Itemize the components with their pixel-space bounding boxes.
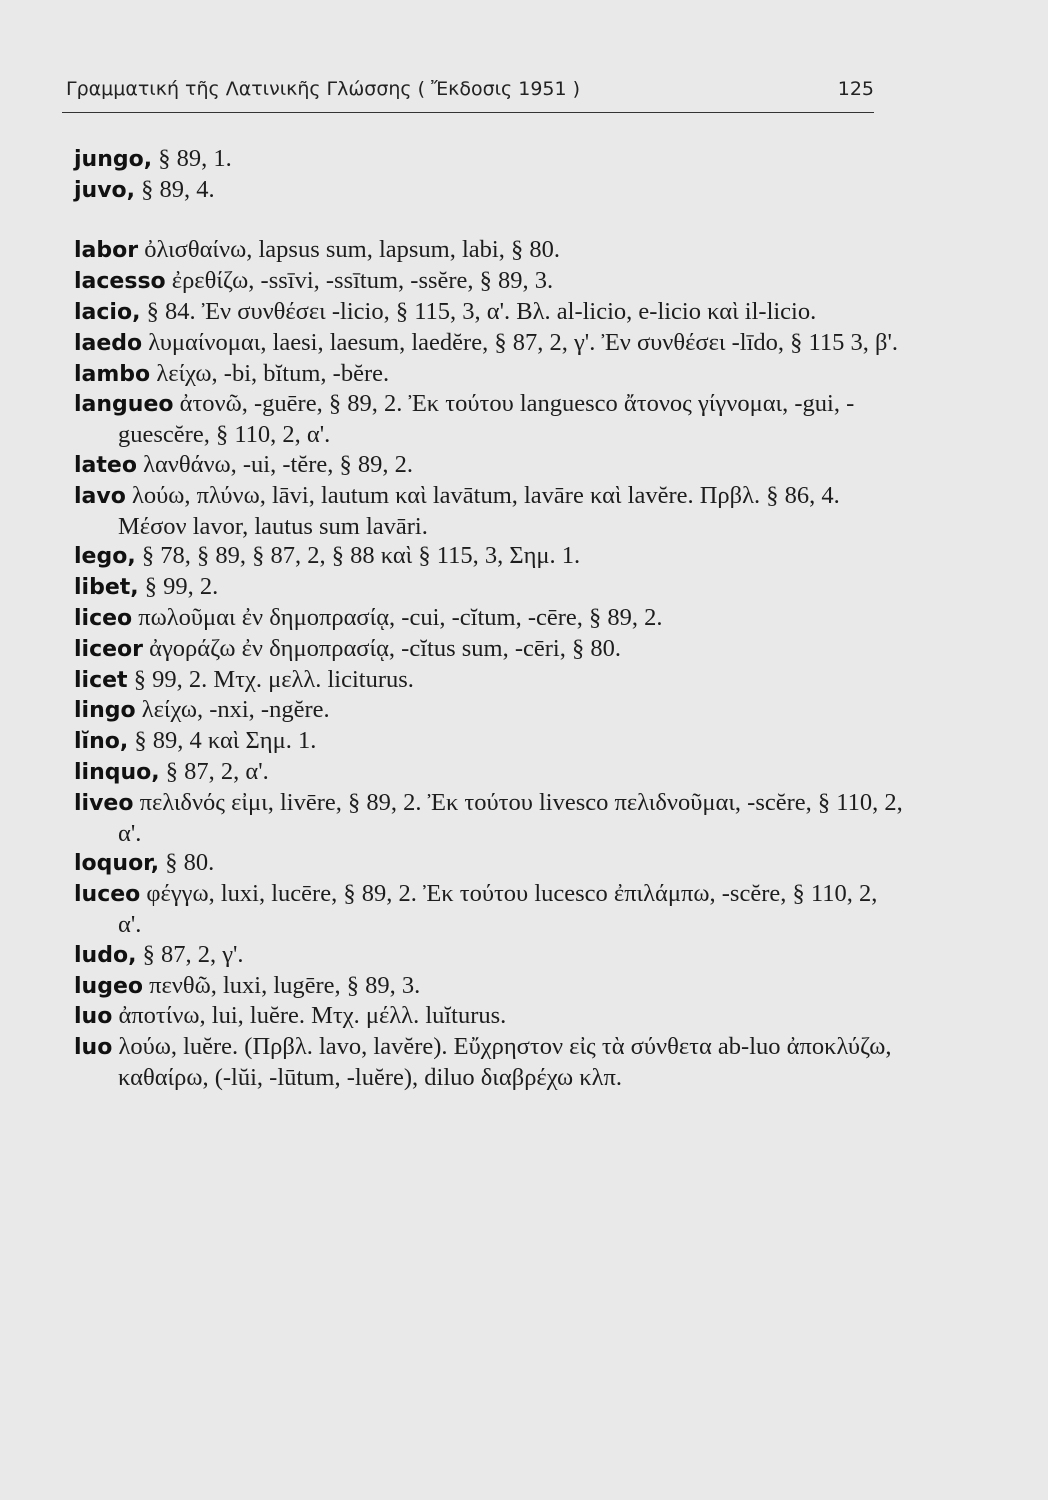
entry-text: § 89, 1. xyxy=(158,145,232,172)
entry xyxy=(74,1001,906,1032)
entry-text: φέγγω, luxi, lucēre, § 89, 2. Ἐκ τούτου lucesco ἐπιλάμπω, -scĕre, § 110, 2, α'. xyxy=(118,880,878,938)
entry xyxy=(74,695,906,726)
entry-text: § 99, 2. xyxy=(144,573,219,601)
headword: jungo, xyxy=(74,147,153,172)
headword: loquor, xyxy=(74,851,160,877)
headword: ludo, xyxy=(74,942,137,968)
headword: luceo xyxy=(74,882,141,908)
headword: juvo, xyxy=(74,177,136,203)
headword: lĭno, xyxy=(74,729,129,755)
entry xyxy=(74,572,906,603)
entry xyxy=(74,541,906,572)
entry-text: ἐρεθίζω, -ssīvi, -ssītum, -ssĕre, § 89, 3. xyxy=(171,267,554,295)
headword: luo xyxy=(74,1035,113,1061)
entry xyxy=(74,389,906,450)
entry-text: § 89, 4. xyxy=(141,175,215,203)
entry xyxy=(74,266,906,297)
entry xyxy=(74,481,906,542)
entry-text: ἀγοράζω ἐν δημοπρασίᾳ, -cĭtus sum, -cēri, § 80. xyxy=(149,634,621,662)
headword: liveo xyxy=(74,790,134,816)
entry-text: ὀλισθαίνω, lapsus sum, lapsum, labi, § 80. xyxy=(144,236,560,264)
headword: liceor xyxy=(74,636,144,662)
entry xyxy=(74,297,906,328)
entry-text: λείχω, -bi, bĭtum, -bĕre. xyxy=(156,359,390,387)
entry xyxy=(74,940,906,971)
entry xyxy=(74,144,906,175)
headword: luo xyxy=(74,1004,113,1030)
header-title: Γραμματική τῆς Λατινικῆς Γλώσσης ( Ἔκδοσις 1951 ) xyxy=(66,78,581,100)
entry xyxy=(74,603,906,634)
headword: laedo xyxy=(74,330,143,356)
entry xyxy=(74,971,906,1002)
page-number: 125 xyxy=(837,78,874,100)
entry-text: ἀποτίνω, lui, luĕre. Μτχ. μέλλ. luĭturus. xyxy=(118,1002,507,1030)
entry-text: λούω, πλύνω, lāvi, lautum καὶ lavātum, lavāre καὶ lavĕre. Πρβλ. § 86, 4. Μέσον lavor, lautus sum lavāri. xyxy=(118,481,840,540)
entry-list xyxy=(74,144,906,1093)
running-header xyxy=(62,72,874,113)
headword: linquo, xyxy=(74,759,160,785)
entry-text: λούω, luĕre. (Πρβλ. lavo, lavĕre). Εὔχρηστον εἰς τὰ σύνθετα ab-luo ἀποκλύζω, καθαίρω, (-lŭi, -lūtum, -luĕre), diluo διαβρέχω κλπ. xyxy=(118,1033,892,1091)
entry-text: πενθῶ, luxi, lugēre, § 89, 3. xyxy=(149,971,421,999)
entry xyxy=(74,788,906,849)
entry-text: § 87, 2, γ'. xyxy=(142,940,244,968)
entry xyxy=(74,328,906,359)
headword: lambo xyxy=(74,361,151,387)
entry-text: § 80. xyxy=(165,849,215,877)
entry-text: § 89, 4 καὶ Σημ. 1. xyxy=(134,727,317,755)
entry xyxy=(74,235,906,266)
entry-text: πωλοῦμαι ἐν δημοπρασίᾳ, -cui, -cĭtum, -cēre, § 89, 2. xyxy=(138,603,663,631)
headword: lacesso xyxy=(74,269,166,295)
entry-text: λείχω, -nxi, -ngĕre. xyxy=(141,696,330,724)
headword: langueo xyxy=(74,392,174,418)
entry-text: ἀτονῶ, -guēre, § 89, 2. Ἐκ τούτου languesco ἄτονος γίγνομαι, -gui, -guescĕre, § 110, 2, α'. xyxy=(118,390,855,449)
entry xyxy=(74,665,906,696)
entry-text: λανθάνω, -ui, -tĕre, § 89, 2. xyxy=(143,450,413,478)
entry xyxy=(74,359,906,390)
entry xyxy=(74,757,906,788)
headword: liceo xyxy=(74,605,133,631)
entry-text: § 78, § 89, § 87, 2, § 88 καὶ § 115, 3, Σημ. 1. xyxy=(141,542,581,570)
entry xyxy=(74,175,906,206)
entry xyxy=(74,848,906,879)
headword: lateo xyxy=(74,452,137,478)
entry xyxy=(74,879,906,940)
headword: libet, xyxy=(74,575,139,601)
headword: labor xyxy=(74,238,139,264)
headword: lego, xyxy=(74,544,136,570)
headword: lingo xyxy=(74,698,136,724)
entry-text: πελιδνός εἰμι, livēre, § 89, 2. Ἐκ τούτου livesco πελιδνοῦμαι, -scĕre, § 110, 2, α'. xyxy=(118,788,903,847)
entry-text: § 87, 2, α'. xyxy=(165,757,269,785)
entry xyxy=(74,726,906,757)
headword: licet xyxy=(74,667,128,693)
entry xyxy=(74,450,906,481)
entry xyxy=(74,634,906,665)
headword: lacio, xyxy=(74,299,141,325)
headword: lugeo xyxy=(74,973,143,999)
entry-text: § 99, 2. Μτχ. μελλ. liciturus. xyxy=(133,665,414,693)
entry-text: § 84. Ἐν συνθέσει -licio, § 115, 3, α'. Βλ. al-licio, e-licio καὶ il-licio. xyxy=(146,297,817,325)
entry xyxy=(74,1032,906,1093)
entry-text: λυμαίνομαι, laesi, laesum, laedĕre, § 87, 2, γ'. Ἐν συνθέσει -līdo, § 115 3, β'. xyxy=(148,328,898,356)
headword: lavo xyxy=(74,483,126,509)
